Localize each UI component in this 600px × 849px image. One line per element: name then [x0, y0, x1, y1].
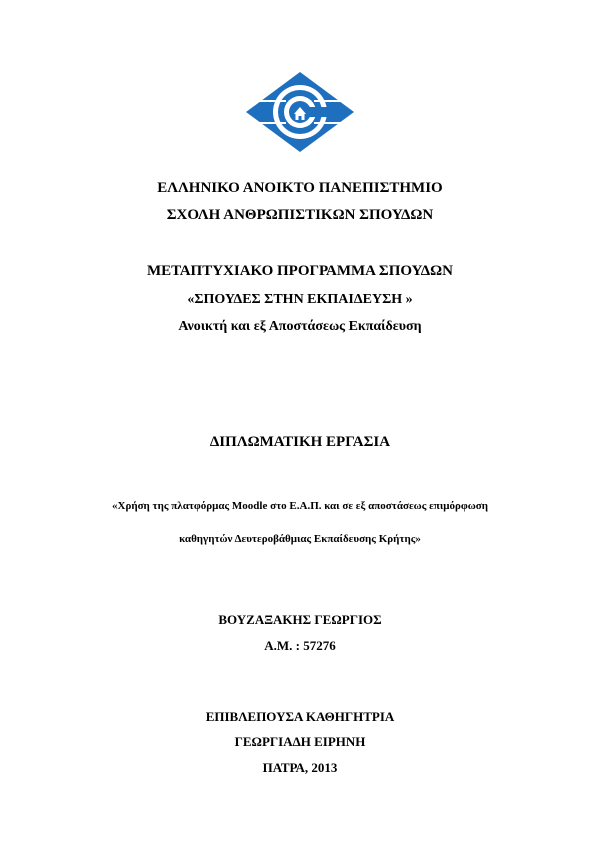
program-heading: ΜΕΤΑΠΤΥΧΙΑΚΟ ΠΡΟΓΡΑΜΜΑ ΣΠΟΥΔΩΝ — [147, 263, 453, 279]
supervisor-name: ΓΕΩΡΓΙΑΔΗ ΕΙΡΗΝΗ — [234, 734, 366, 749]
program-name: «ΣΠΟΥΔΕΣ ΣΤΗΝ ΕΚΠΑΙΔΕΥΣΗ » — [187, 292, 413, 307]
student-id: Α.Μ. : 57276 — [264, 638, 336, 653]
school-name: ΣΧΟΛΗ ΑΝΘΡΩΠΙΣΤΙΚΩΝ ΣΠΟΥΔΩΝ — [166, 207, 434, 223]
thesis-title-line2: καθηγητών Δευτεροβάθμιας Εκπαίδευσης Κρήτης» — [179, 533, 421, 545]
author-name: ΒΟΥΖΑΞΑΚΗΣ ΓΕΩΡΓΙΟΣ — [218, 612, 382, 627]
thesis-title-line1: «Χρήση της πλατφόρμας Moodle στο Ε.Α.Π. και σε εξ αποστάσεως επιμόρφωση — [112, 500, 488, 512]
supervisor-label: ΕΠΙΒΛΕΠΟΥΣΑ ΚΑΘΗΓΗΤΡΙΑ — [205, 709, 395, 724]
place-year: ΠΑΤΡΑ, 2013 — [262, 760, 338, 775]
specialization: Ανοικτή και εξ Αποστάσεως Εκπαίδευση — [178, 319, 422, 334]
document-type: ΔΙΠΛΩΜΑΤΙΚΗ ΕΡΓΑΣΙΑ — [209, 434, 391, 450]
university-name: ΕΛΛΗΝΙΚΟ ΑΝΟΙΚΤΟ ΠΑΝΕΠΙΣΤΗΜΙΟ — [157, 180, 443, 196]
university-logo-icon — [238, 70, 362, 154]
